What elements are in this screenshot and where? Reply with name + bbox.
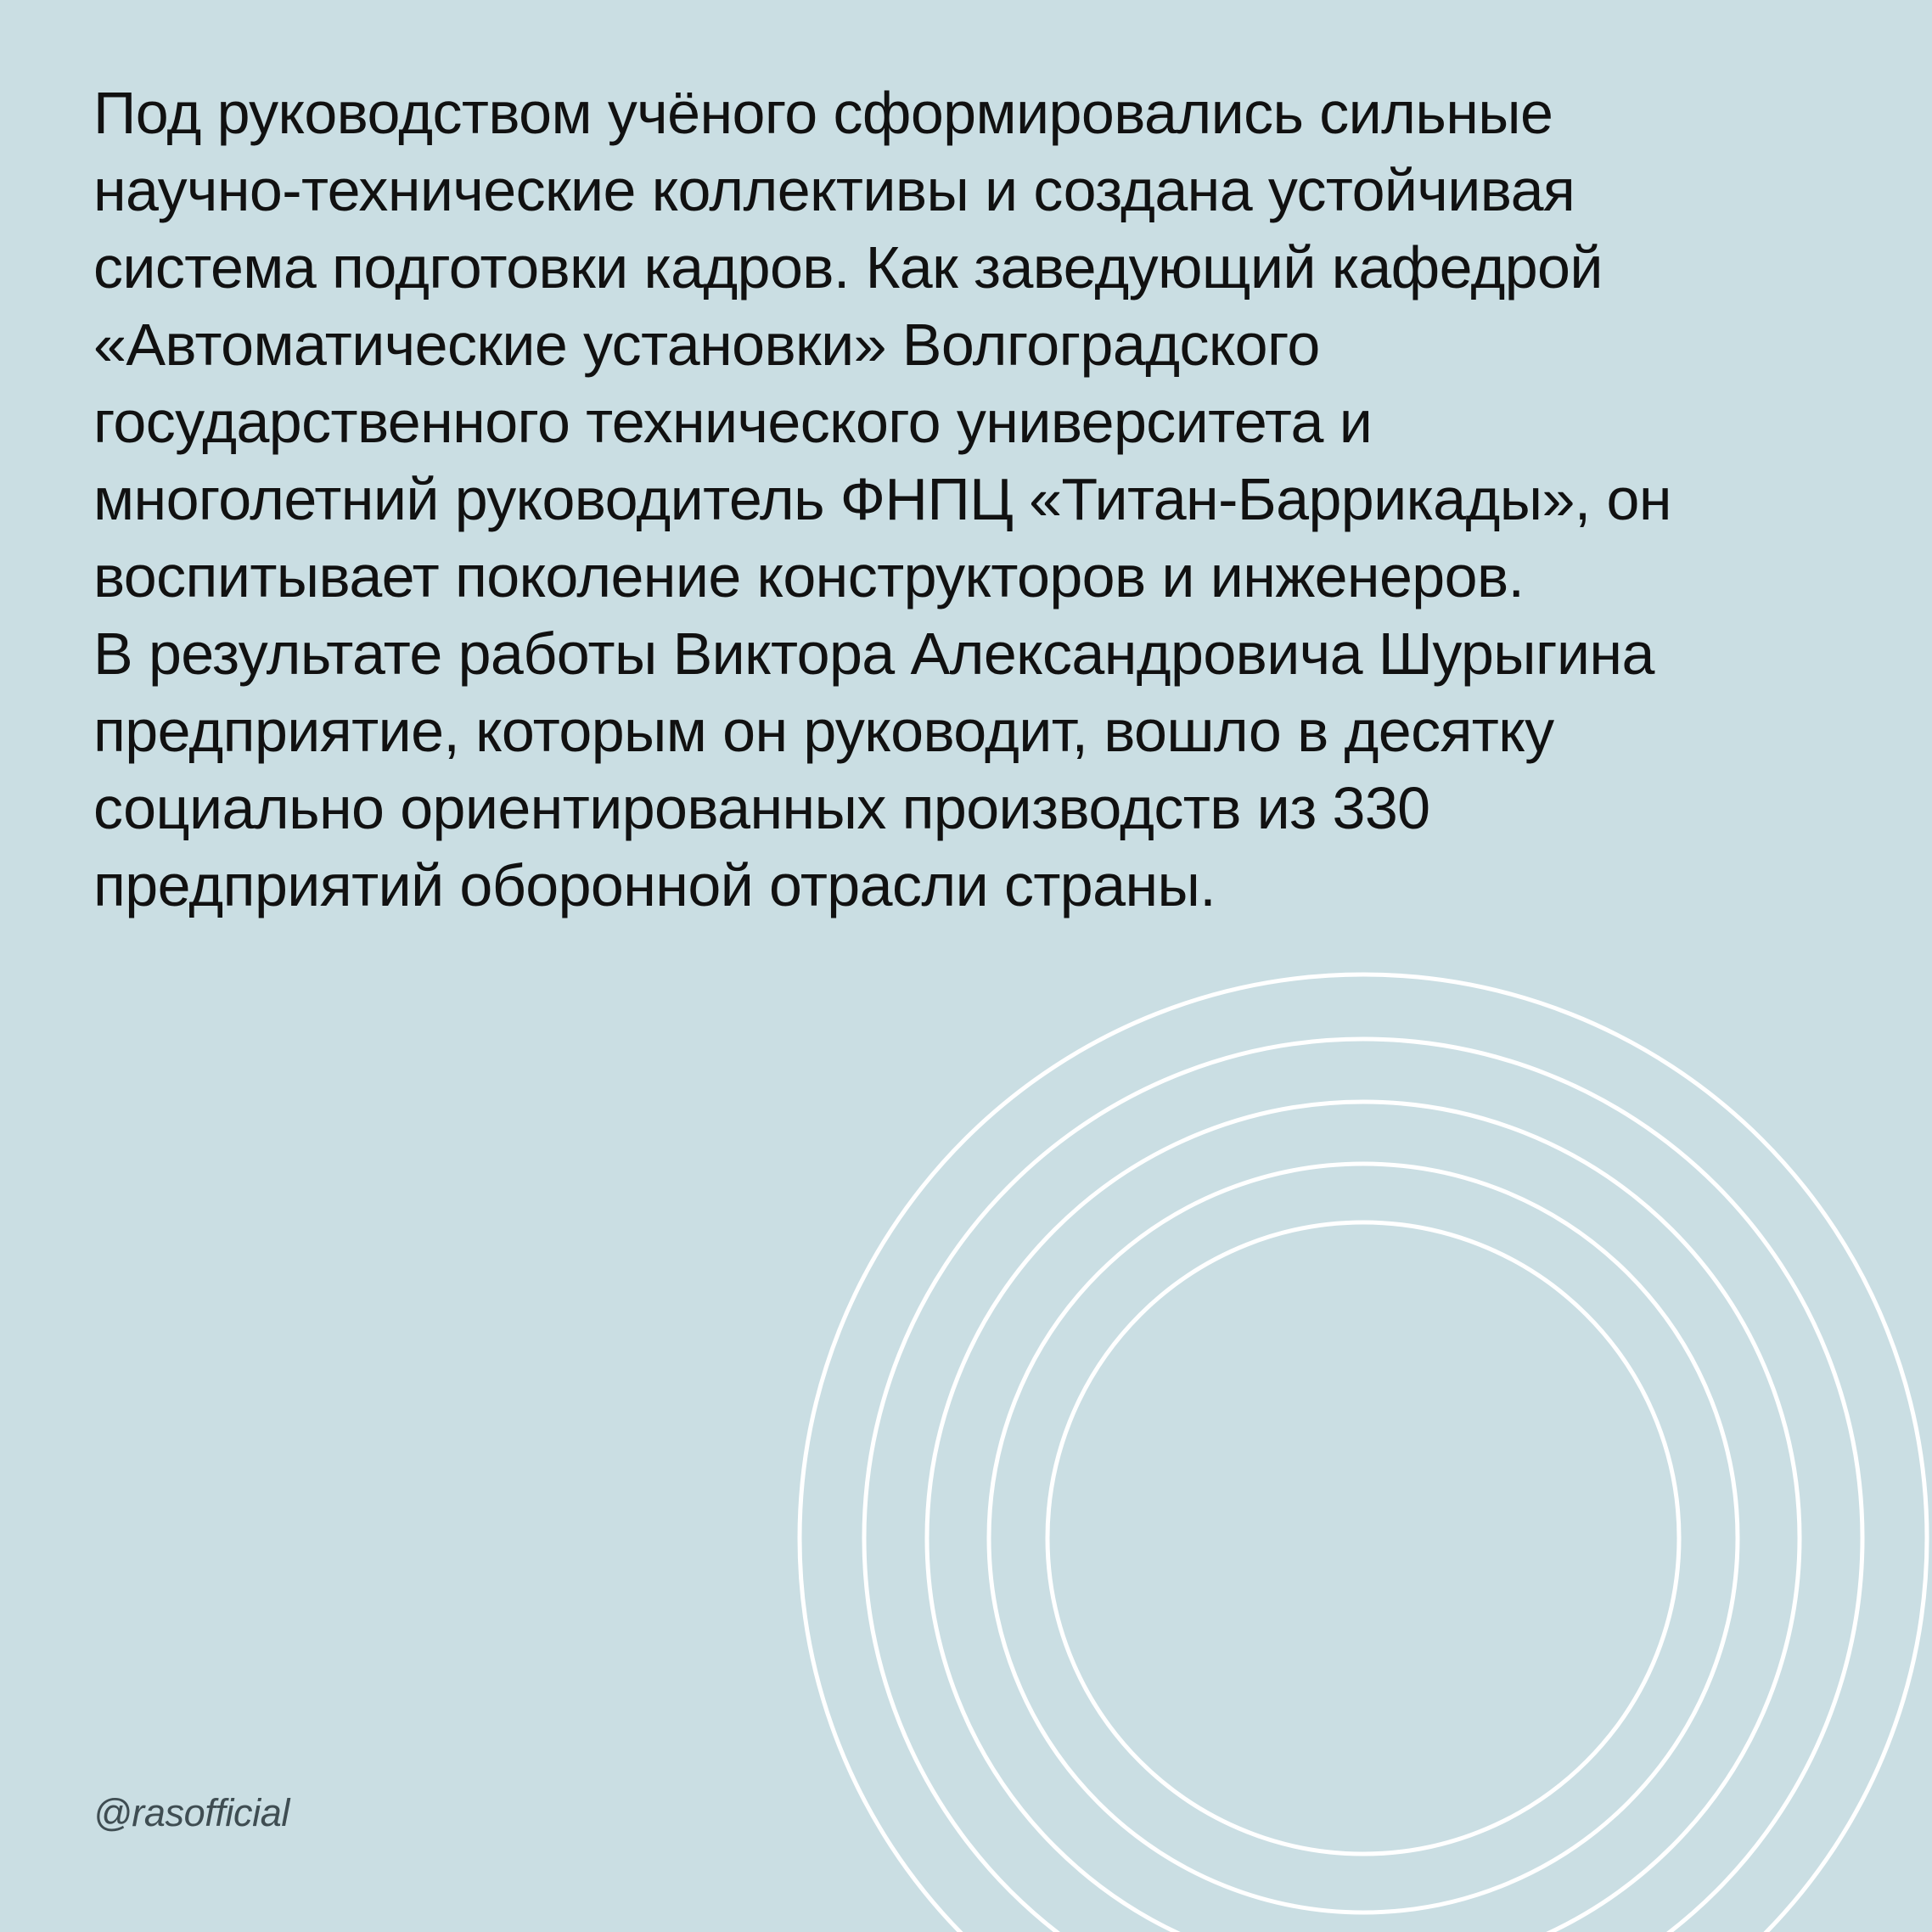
text-line: социально ориентированных производств из 330 xyxy=(93,775,1430,841)
text-line: система подготовки кадров. Как заведующий кафедрой xyxy=(93,234,1603,300)
ring xyxy=(989,1164,1738,1912)
main-text-block xyxy=(93,75,1859,924)
text-line: научно-технические коллективы и создана устойчивая xyxy=(93,157,1575,223)
text-line: многолетний руководитель ФНПЦ «Титан-Баррикады», он xyxy=(93,466,1671,532)
text-line: воспитывает поколение конструкторов и инженеров. xyxy=(93,543,1525,609)
text-line: Под руководством учёного сформировались сильные xyxy=(93,80,1553,146)
ring xyxy=(1047,1222,1679,1854)
ring xyxy=(800,974,1927,1932)
text-line: предприятие, которым он руководит, вошло в десятку xyxy=(93,698,1554,764)
text-line: В результате работы Виктора Александровича Шурыгина xyxy=(93,621,1654,687)
text-line: государственного технического университета и xyxy=(93,389,1373,455)
text-line: предприятий оборонной отрасли страны. xyxy=(93,852,1216,918)
ring xyxy=(927,1102,1800,1932)
text-line: «Автоматические установки» Волгоградского xyxy=(93,312,1320,378)
social-handle: @rasofficial xyxy=(93,1791,289,1834)
ring xyxy=(864,1039,1862,1932)
